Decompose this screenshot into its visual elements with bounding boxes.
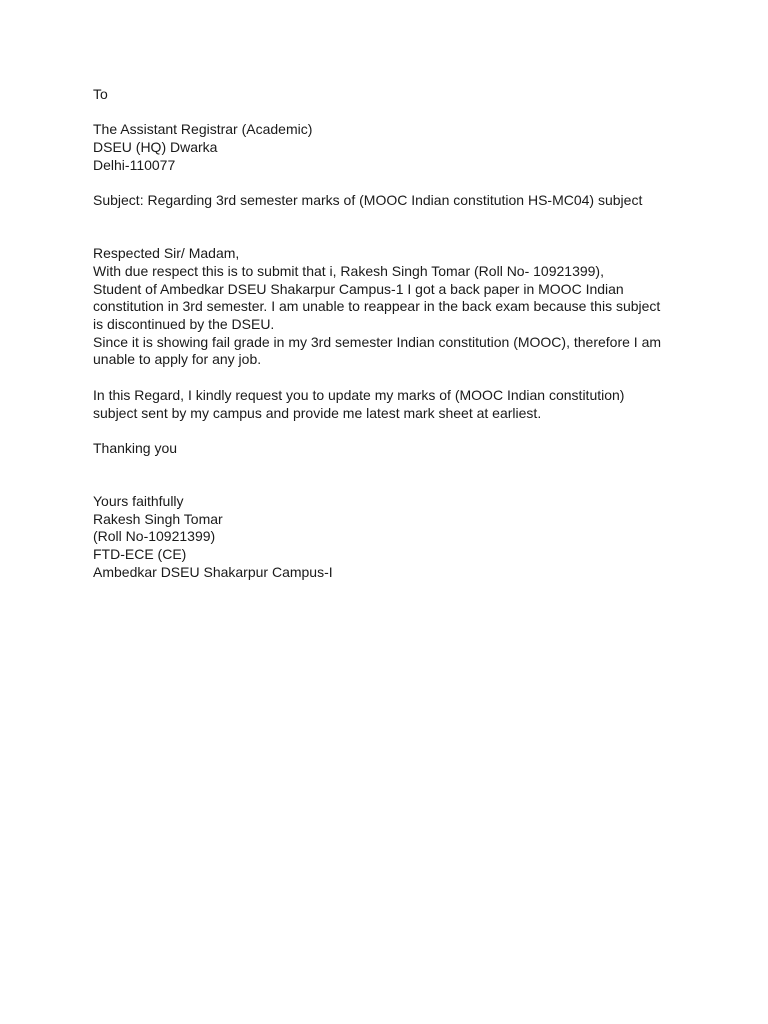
spacer	[93, 458, 683, 476]
paragraph-line: is discontinued by the DSEU.	[93, 316, 275, 333]
letter-body	[93, 86, 683, 582]
recipient-line: DSEU (HQ) Dwarka	[93, 139, 218, 156]
subject-line: Subject: Regarding 3rd semester marks of (MOOC Indian constitution HS-MC04) subject	[93, 192, 643, 209]
signature-block	[93, 511, 683, 582]
closing-line: Yours faithfully	[93, 493, 184, 510]
recipient-line: Delhi-110077	[93, 156, 176, 173]
paragraph-line: With due respect this is to submit that i, Rakesh Singh Tomar (Roll No- 10921399),	[93, 262, 604, 279]
to-line: To	[93, 86, 108, 102]
body-paragraph-1	[93, 263, 683, 369]
paragraph-line: Student of Ambedkar DSEU Shakarpur Campus-1 I got a back paper in MOOC Indian	[93, 280, 624, 297]
body-paragraph-2	[93, 387, 683, 422]
paragraph-line: Since it is showing fail grade in my 3rd semester Indian constitution (MOOC), therefore I am	[93, 333, 662, 350]
spacer	[93, 175, 683, 193]
greeting-line: Respected Sir/ Madam,	[93, 245, 240, 262]
spacer	[93, 210, 683, 228]
recipient-address	[93, 121, 683, 174]
signature-line: (Roll No-10921399)	[93, 528, 216, 545]
signature-line: FTD-ECE (CE)	[93, 546, 187, 563]
spacer	[93, 422, 683, 440]
spacer	[93, 369, 683, 387]
spacer	[93, 228, 683, 246]
paragraph-line: constitution in 3rd semester. I am unable to reappear in the back exam because this subject	[93, 298, 661, 315]
recipient-line: The Assistant Registrar (Academic)	[93, 121, 313, 138]
paragraph-line: unable to apply for any job.	[93, 351, 262, 368]
paragraph-line: subject sent by my campus and provide me latest mark sheet at earliest.	[93, 404, 542, 421]
spacer	[93, 104, 683, 122]
paragraph-line: In this Regard, I kindly request you to update my marks of (MOOC Indian constitution)	[93, 386, 625, 403]
spacer	[93, 475, 683, 493]
thanks-line: Thanking you	[93, 439, 178, 456]
signature-line: Rakesh Singh Tomar	[93, 510, 223, 527]
signature-line: Ambedkar DSEU Shakarpur Campus-I	[93, 563, 333, 580]
